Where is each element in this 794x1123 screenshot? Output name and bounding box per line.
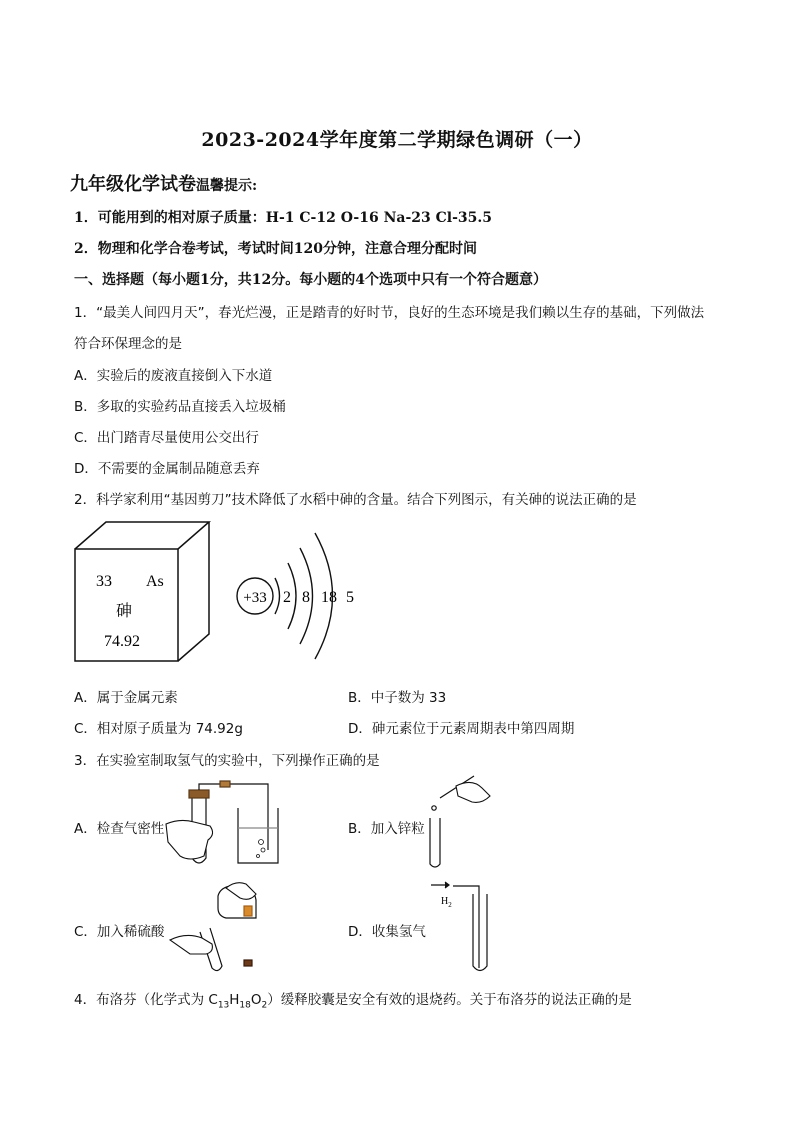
collect-hydrogen-figure	[425, 878, 505, 978]
tip-label: 温馨提示:	[196, 178, 258, 194]
page-title: 2023-2024学年度第二学期绿色调研（一）	[201, 129, 593, 151]
element-number: 33	[96, 573, 112, 590]
q1-stem-line2: 符合环保理念的是	[74, 336, 182, 352]
q2-figure	[70, 518, 370, 668]
shell-electrons-4: 5	[346, 589, 354, 606]
q3-option-a: A．检查气密性	[74, 821, 165, 837]
q4-stem	[74, 988, 632, 1011]
q2-option-d: D．砷元素位于元素周期表中第四周期	[348, 721, 575, 737]
element-cube	[75, 522, 209, 661]
section-heading: 一、选择题（每小题1分，共12分。每小题的4个选项中只有一个符合题意）	[74, 272, 547, 288]
q2-option-b: B．中子数为 33	[348, 690, 447, 706]
q3-stem: 3．在实验室制取氢气的实验中，下列操作正确的是	[74, 753, 380, 769]
shell-electrons-1: 2	[283, 589, 291, 606]
shell-electrons-2: 8	[302, 589, 310, 606]
formula-h: H	[229, 992, 240, 1008]
airtightness-check-figure	[160, 778, 290, 870]
formula-h-sub: 18	[239, 1000, 251, 1011]
element-symbol: As	[146, 573, 164, 590]
q2-option-c: C．相对原子质量为 74.92g	[74, 721, 243, 737]
adding-acid-figure	[160, 878, 290, 973]
note-1: 1．可能用到的相对原子质量：H-1 C-12 O-16 Na-23 Cl-35.5	[74, 210, 492, 226]
element-name: 砷	[116, 603, 133, 620]
q4-stem-pre: 4．布洛芬（化学式为 C	[74, 992, 218, 1008]
paper-subtitle	[70, 170, 257, 196]
q1-option-c: C．出门踏青尽量使用公交出行	[74, 430, 259, 446]
adding-zinc-figure	[420, 772, 495, 872]
q2-stem: 2．科学家利用“基因剪刀”技术降低了水稻中砷的含量。结合下列图示，有关砷的说法正确的是	[74, 492, 637, 508]
q3-option-b: B．加入锌粒	[348, 821, 425, 837]
q3-option-d: D．收集氢气	[348, 924, 426, 940]
subtitle-text: 九年级化学试卷	[70, 174, 196, 195]
q1-option-a: A．实验后的废液直接倒入下水道	[74, 368, 273, 384]
q2-option-a: A．属于金属元素	[74, 690, 178, 706]
q1-option-b: B．多取的实验药品直接丢入垃圾桶	[74, 399, 286, 415]
h2-label: $H_2$	[441, 896, 452, 909]
element-mass: 74.92	[104, 633, 140, 650]
nucleus-charge: +33	[243, 590, 267, 606]
formula-c-sub: 13	[217, 1000, 230, 1011]
q3-option-c: C．加入稀硫酸	[74, 924, 165, 940]
q1-stem-line1: 1．“最美人间四月天”，春光烂漫，正是踏青的好时节，良好的生态环境是我们赖以生存的基础，下列做法	[74, 305, 705, 321]
formula-o-sub: 2	[261, 1000, 268, 1011]
note-2: 2．物理和化学合卷考试，考试时间120分钟，注意合理分配时间	[74, 241, 477, 257]
formula-o: O	[250, 992, 262, 1008]
q4-stem-post: ）缓释胶囊是安全有效的退烧药。关于布洛芬的说法正确的是	[267, 992, 632, 1008]
shell-electrons-3: 18	[321, 589, 337, 606]
q1-option-d: D．不需要的金属制品随意丢弃	[74, 461, 260, 477]
